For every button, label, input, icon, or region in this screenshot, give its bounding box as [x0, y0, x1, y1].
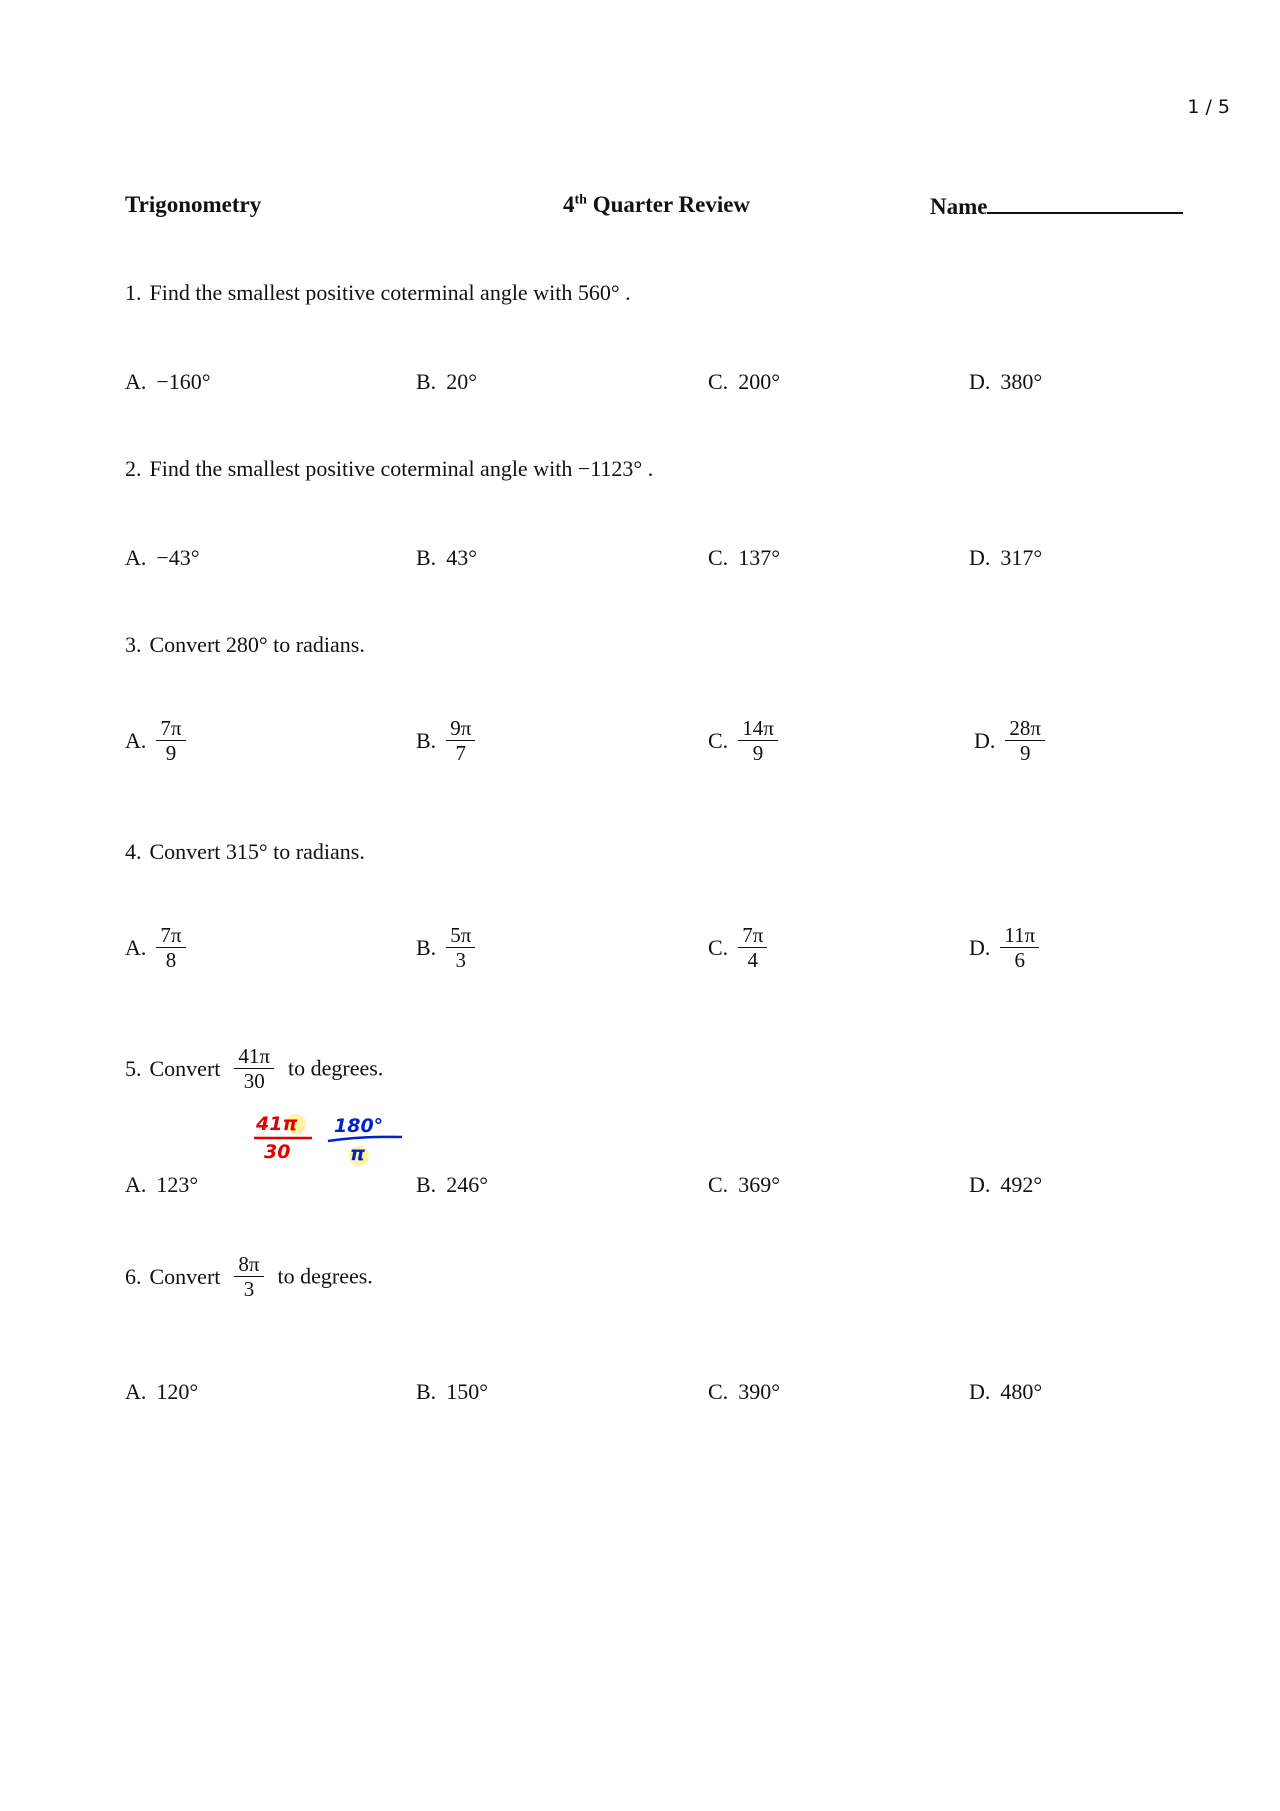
name-label: Name — [930, 194, 988, 219]
option-d — [969, 1379, 1042, 1405]
question-number: 3. — [125, 632, 142, 657]
option-fraction — [446, 716, 475, 765]
question-5 — [125, 1044, 383, 1093]
denominator: 3 — [243, 1277, 255, 1302]
page-indicator: 1 / 5 — [1187, 96, 1230, 118]
option-letter: C. — [708, 727, 729, 753]
option-d — [969, 923, 1039, 972]
option-a — [125, 923, 186, 972]
option-c — [708, 923, 767, 972]
question-text: Convert — [149, 1055, 221, 1081]
red-numerator: 41π — [256, 1113, 298, 1135]
option-value: 43° — [446, 545, 477, 570]
question-6 — [125, 1252, 373, 1301]
option-d — [974, 716, 1045, 765]
blue-fraction-bar — [328, 1137, 402, 1141]
question-3 — [125, 632, 365, 658]
option-fraction — [1000, 923, 1039, 972]
option-a — [125, 716, 186, 765]
numerator: 14π — [738, 716, 778, 741]
question-text-post: to degrees. — [277, 1263, 373, 1289]
question-text: Find the smallest positive coterminal angle with −1123° . — [149, 456, 654, 481]
option-a — [125, 1172, 198, 1198]
option-letter: C. — [708, 934, 729, 960]
option-letter: D. — [969, 1379, 991, 1404]
question-text: Convert 315° to radians. — [149, 839, 365, 864]
option-c — [708, 369, 780, 395]
option-letter: B. — [416, 1379, 437, 1404]
denominator: 8 — [165, 948, 177, 973]
option-value: 390° — [738, 1379, 780, 1404]
numerator: 28π — [1005, 716, 1045, 741]
option-fraction — [738, 716, 778, 765]
option-fraction — [738, 923, 767, 972]
option-value: −160° — [156, 369, 211, 394]
option-letter: A. — [125, 727, 147, 753]
option-letter: C. — [708, 1379, 729, 1404]
option-letter: A. — [125, 934, 147, 960]
option-a — [125, 1379, 198, 1405]
option-value: 123° — [156, 1172, 199, 1197]
option-letter: B. — [416, 934, 437, 960]
option-b — [416, 1379, 488, 1405]
denominator: 30 — [243, 1069, 265, 1094]
question-text: Convert — [149, 1263, 221, 1289]
option-value: 20° — [446, 369, 477, 394]
option-value: 150° — [446, 1379, 488, 1404]
option-c — [708, 1379, 780, 1405]
option-letter: B. — [416, 1172, 437, 1197]
option-letter: C. — [708, 1172, 729, 1197]
blue-denominator: π — [350, 1143, 366, 1165]
handwritten-annotation — [250, 1108, 410, 1170]
blue-numerator: 180° — [334, 1115, 384, 1137]
option-d — [969, 369, 1042, 395]
option-a — [125, 369, 211, 395]
numerator: 7π — [156, 716, 185, 741]
denominator: 4 — [747, 948, 758, 973]
name-field — [930, 192, 1183, 220]
denominator: 9 — [752, 741, 764, 766]
question-text-post: to degrees. — [288, 1055, 384, 1081]
denominator: 9 — [165, 741, 177, 766]
title-rest: Quarter Review — [586, 192, 751, 217]
option-letter: A. — [125, 545, 147, 570]
option-letter: B. — [416, 727, 437, 753]
option-value: −43° — [156, 545, 200, 570]
option-fraction — [156, 923, 185, 972]
option-b — [416, 1172, 488, 1198]
question-text: Convert 280° to radians. — [149, 632, 365, 657]
option-value: 120° — [156, 1379, 199, 1404]
option-b — [416, 545, 477, 571]
option-letter: D. — [969, 545, 991, 570]
question-4 — [125, 839, 365, 865]
numerator: 9π — [446, 716, 475, 741]
option-letter: A. — [125, 1379, 147, 1404]
option-fraction — [446, 923, 475, 972]
option-letter: D. — [969, 1172, 991, 1197]
option-value: 246° — [446, 1172, 488, 1197]
option-value: 137° — [738, 545, 780, 570]
numerator: 11π — [1000, 923, 1039, 948]
subject-label: Trigonometry — [125, 192, 262, 217]
option-letter: D. — [969, 934, 991, 960]
option-fraction — [156, 716, 185, 765]
option-letter: D. — [969, 369, 991, 394]
denominator: 7 — [455, 741, 466, 766]
numerator: 7π — [156, 923, 185, 948]
option-letter: C. — [708, 369, 729, 394]
title-sup: th — [574, 192, 587, 208]
option-b — [416, 716, 475, 765]
option-c — [708, 1172, 780, 1198]
numerator: 7π — [738, 923, 767, 948]
option-c — [708, 716, 778, 765]
option-value: 380° — [1000, 369, 1043, 394]
question-number: 1. — [125, 280, 142, 305]
numerator: 5π — [446, 923, 475, 948]
numerator: 8π — [234, 1252, 263, 1277]
option-value: 369° — [738, 1172, 780, 1197]
option-d — [969, 1172, 1042, 1198]
red-denominator: 30 — [264, 1141, 291, 1163]
option-value: 317° — [1000, 545, 1043, 570]
question-2 — [125, 456, 653, 482]
option-c — [708, 545, 780, 571]
question-fraction — [234, 1252, 263, 1301]
denominator: 9 — [1019, 741, 1031, 766]
option-letter: B. — [416, 545, 437, 570]
option-b — [416, 923, 475, 972]
question-number: 5. — [125, 1055, 142, 1081]
denominator: 6 — [1014, 948, 1026, 973]
page-title — [563, 192, 750, 218]
option-value: 480° — [1000, 1379, 1043, 1404]
option-fraction — [1005, 716, 1045, 765]
numerator: 41π — [234, 1044, 274, 1069]
option-letter: D. — [974, 727, 996, 753]
option-letter: C. — [708, 545, 729, 570]
title-num: 4 — [563, 192, 575, 217]
question-number: 4. — [125, 839, 142, 864]
question-number: 2. — [125, 456, 142, 481]
name-line[interactable] — [987, 192, 1183, 214]
option-letter: A. — [125, 1172, 147, 1197]
option-value: 200° — [738, 369, 780, 394]
question-fraction — [234, 1044, 274, 1093]
option-b — [416, 369, 477, 395]
option-d — [969, 545, 1042, 571]
question-1 — [125, 280, 631, 306]
question-text: Find the smallest positive coterminal angle with 560° . — [149, 280, 631, 305]
question-number: 6. — [125, 1263, 142, 1289]
option-a — [125, 545, 200, 571]
option-value: 492° — [1000, 1172, 1043, 1197]
option-letter: B. — [416, 369, 437, 394]
denominator: 3 — [455, 948, 466, 973]
option-letter: A. — [125, 369, 147, 394]
